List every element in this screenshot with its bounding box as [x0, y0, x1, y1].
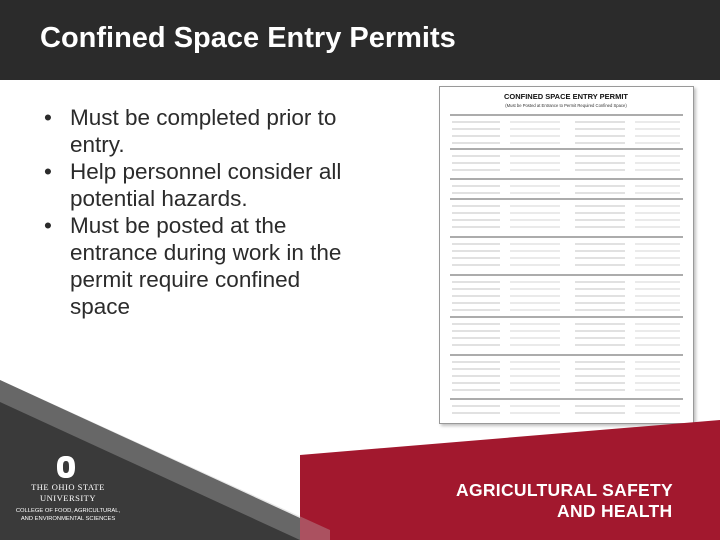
slide-title: Confined Space Entry Permits — [40, 22, 456, 54]
university-line-2: UNIVERSITY — [40, 493, 96, 503]
program-line-1: AGRICULTURAL SAFETY — [456, 480, 673, 500]
permit-form-drawing — [440, 87, 693, 423]
bullet-marker: • — [44, 159, 52, 184]
bullet-item — [44, 212, 414, 320]
bullet-list — [44, 104, 414, 320]
university-name — [28, 482, 108, 504]
university-line-1: THE OHIO STATE — [31, 482, 105, 492]
permit-form-subheading: (Must be Posted at Entrance to Permit Required Confined Space) — [505, 103, 627, 108]
bullet-item — [44, 104, 414, 158]
college-line-2: AND ENVIRONMENTAL SCIENCES — [20, 516, 116, 522]
college-name — [10, 507, 126, 523]
bullet-line: entry. — [70, 132, 125, 157]
bullet-line: entrance during work in the — [70, 240, 342, 265]
bullet-line: Help personnel consider all — [70, 159, 342, 184]
permit-form-heading: CONFINED SPACE ENTRY PERMIT — [503, 92, 629, 101]
bullet-line: permit require confined — [70, 267, 301, 292]
bullet-line: space — [70, 294, 131, 319]
bullet-marker: • — [44, 105, 52, 130]
bullet-marker: • — [44, 213, 52, 238]
college-line-1: COLLEGE OF FOOD, AGRICULTURAL, — [15, 508, 121, 514]
permit-form-image — [439, 86, 694, 424]
block-o-icon — [55, 455, 77, 479]
bullet-line: potential hazards. — [70, 186, 248, 211]
permit-form-lines — [450, 115, 683, 413]
program-line-2: AND HEALTH — [557, 501, 673, 521]
bullet-item — [44, 158, 414, 212]
bullet-line: Must be posted at the — [70, 213, 287, 238]
title-bar — [0, 0, 720, 80]
bullet-line: Must be completed prior to — [70, 105, 337, 130]
program-name — [456, 480, 673, 522]
